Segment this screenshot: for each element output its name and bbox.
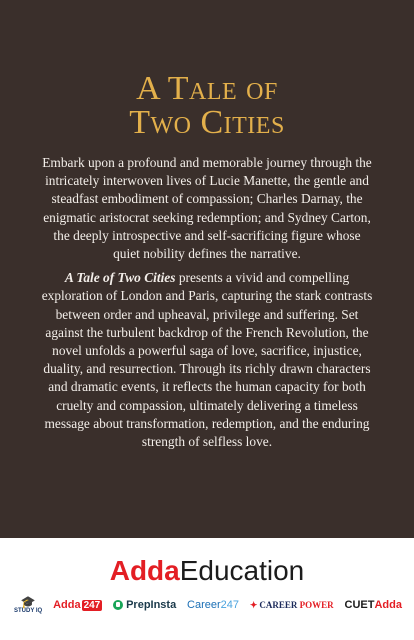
graduation-cap-icon: 🎓 <box>20 595 36 609</box>
prepinsta-icon <box>113 600 123 610</box>
adda247-number: 247 <box>83 599 101 611</box>
book-title-line-2: Two Cities <box>129 104 285 141</box>
brand-education: Education <box>179 555 305 586</box>
book-title-line-1: A Tale of <box>136 70 278 107</box>
blurb-paragraph-2-text: presents a vivid and compelling exploration of London and Paris, capturing the stark contrasts between order and upheaval, privilege and suffering. Set against the turbulent backdrop of the French Revolution, the novel unfolds a powerful saga of love, sacrifice, injustice, duality, and resurrection. Through its richly drawn characters and dramatic events, it reflects the human capacity for both cruelty and compassion, ultimately delivering a timeless message about transformation, redemption, and the enduring strength of selfless love. <box>41 270 373 450</box>
careerpower-career: CAREER <box>259 600 298 610</box>
book-title <box>0 72 414 140</box>
blurb-book-title: A Tale of Two Cities <box>64 270 176 286</box>
prepinsta-logo <box>113 599 176 611</box>
partner-logos <box>14 588 402 622</box>
cuet-adda-label: Adda <box>374 599 402 611</box>
blurb-paragraph-2 <box>40 269 374 451</box>
career247-label: Career <box>187 599 221 611</box>
studyiq-label: STUDY IQ <box>14 608 43 614</box>
careerpower-power: POWER <box>299 600 334 610</box>
career247-number: 247 <box>220 599 240 611</box>
blurb-paragraph-1: Embark upon a profound and memorable journey through the intricately interwoven lives of Lucie Manette, the gentle and steadfast embodiment of compassion; Charles Darnay, the enigmatic aristocrat seeking redemption; and Sydney Carton, the deeply introspective and self-sacrificing figure whose quiet nobility defines the narrative. <box>42 155 372 262</box>
brand-adda: Adda <box>109 555 180 586</box>
cuetadda-logo <box>345 599 402 611</box>
flame-icon: ✦ <box>249 599 258 610</box>
book-blurb <box>40 154 374 457</box>
adda247-label: Adda <box>53 599 81 611</box>
cuet-label: CUET <box>344 599 375 611</box>
adda247-logo <box>53 599 102 611</box>
studyiq-logo <box>14 596 42 614</box>
prepinsta-label: PrepInsta <box>126 599 177 611</box>
career247-logo <box>187 599 239 611</box>
careerpower-logo <box>250 600 334 611</box>
adda-education-logo <box>0 555 414 587</box>
